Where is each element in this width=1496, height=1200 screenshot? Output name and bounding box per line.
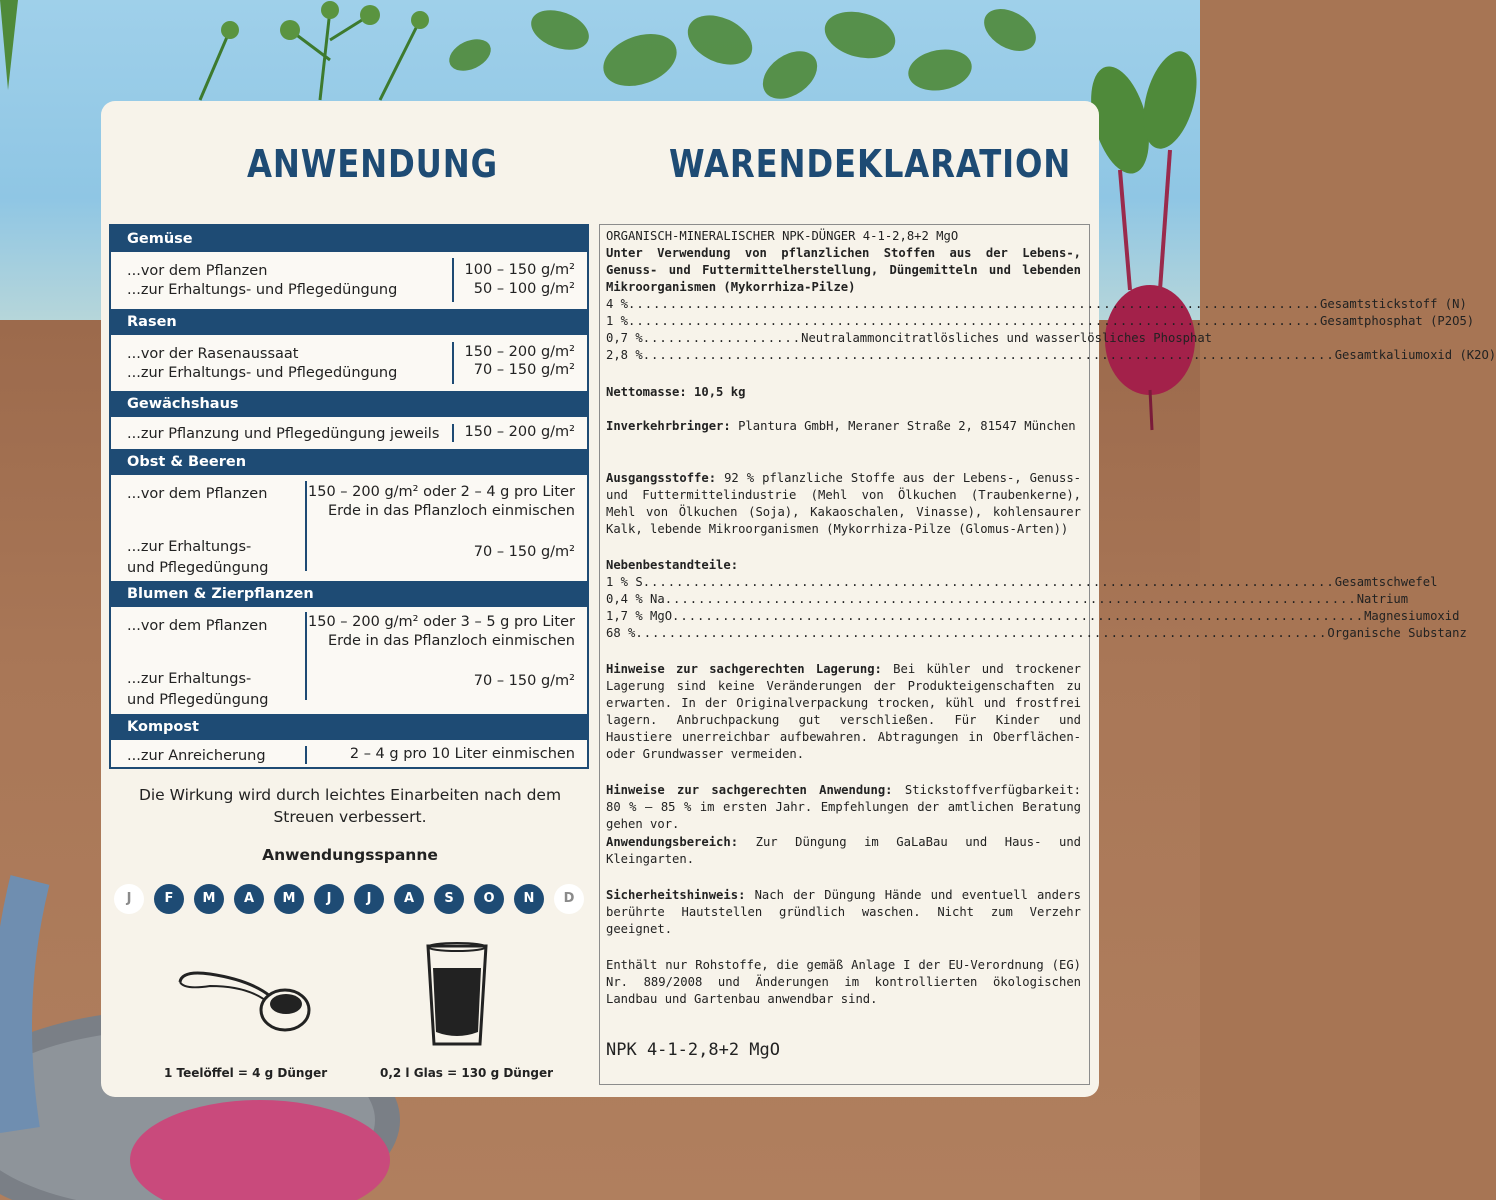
usage-amount: 150 – 200 g/m² oder 2 – 4 g pro Liter	[308, 484, 575, 500]
declaration-intro: Unter Verwendung von pflanzlichen Stoffen aus der Lebens-, Genuss- und Futtermittelherstellung, Düngemitteln und lebenden Mikroorganismen (Mykorrhiza-Pilze)	[606, 246, 1081, 294]
usage-label: ...zur Erhaltungs-	[127, 671, 252, 687]
divider	[452, 258, 454, 302]
glass-caption: 0,2 l Glas = 130 g Dünger	[380, 1066, 554, 1080]
month-apr: A	[234, 884, 264, 914]
usage-label: ...zur Erhaltungs-	[127, 539, 252, 555]
section-kompost: Kompost	[111, 714, 587, 740]
section-obst-beeren: Obst & Beeren	[111, 449, 587, 475]
declaration-title: ORGANISCH-MINERALISCHER NPK-DÜNGER 4-1-2,8+2 MgO	[606, 229, 959, 243]
divider	[305, 481, 307, 571]
usage-label: und Pflegedüngung	[127, 560, 269, 576]
month-sep: S	[434, 884, 464, 914]
nutrient-row: 0,7 % ................... Neutralammoncitratlösliches und wasserlösliches Phosphat	[606, 331, 1213, 345]
nutrient-row: 4 % ................................................................................... Gesamtstickstoff (N)	[606, 297, 1467, 311]
storage-notes: Hinweise zur sachgerechten Lagerung: Bei kühler und trockener Lagerung sind keine Veränderungen der Produkteigenschaften zu erwarten. In der Originalverpackung trocken, kühl und frostfrei lagern. Anbruchpackung gut verschließen. Für Kinder und Haustiere unerreichbar aufbewahren. Abtragungen in Oberflächen- oder Grundwasser vermeiden.	[606, 662, 1081, 761]
month-mar: M	[194, 884, 224, 914]
month-may: M	[274, 884, 304, 914]
safety-notes: Sicherheitshinweis: Nach der Düngung Hände und eventuell anders berührte Hautstellen gründlich waschen. Nicht zum Verzehr geeignet.	[606, 888, 1081, 936]
section-rasen: Rasen	[111, 309, 587, 335]
usage-label: ...vor dem Pflanzen	[127, 618, 268, 634]
warendeklaration-heading: WARENDEKLARATION	[669, 142, 1072, 186]
glass-icon	[424, 940, 490, 1050]
usage-label: ...vor dem Pflanzen	[127, 263, 268, 279]
divider	[305, 746, 307, 764]
usage-label: und Pflegedüngung	[127, 692, 269, 708]
nutrient-row: 1 % ................................................................................... Gesamtphosphat (P2O5)	[606, 314, 1475, 328]
month-dec: D	[554, 884, 584, 914]
usage-amount: Erde in das Pflanzloch einmischen	[327, 633, 575, 649]
usage-amount: 150 – 200 g/m² oder 3 – 5 g pro Liter	[308, 614, 575, 630]
secondary-row: 68 % ................................................................................... Organische Substanz	[606, 626, 1467, 640]
usage-label: ...zur Erhaltungs- und Pflegedüngung	[127, 365, 398, 381]
divider	[305, 612, 307, 700]
teaspoon-icon	[170, 960, 310, 1040]
secondary-title: Nebenbestandteile:	[606, 558, 739, 572]
effect-note: Die Wirkung wird durch leichtes Einarbeiten nach dem Streuen verbessert.	[138, 786, 562, 826]
usage-amount: 100 – 150 g/m²	[464, 262, 575, 278]
usage-amount: 50 – 100 g/m²	[473, 281, 575, 297]
section-gemuese: Gemüse	[111, 226, 587, 252]
divider	[452, 424, 454, 442]
usage-amount: 70 – 150 g/m²	[473, 362, 575, 378]
eu-regulation-note: Enthält nur Rohstoffe, die gemäß Anlage I der EU-Verordnung (EG) Nr. 889/2008 und Änderungen im kontrollierten ökologischen Landbau und Gartenbau anwendbar sind.	[606, 958, 1081, 1006]
anwendung-heading: ANWENDUNG	[247, 142, 498, 186]
distributor: Inverkehrbringer: Plantura GmbH, Meraner Straße 2, 81547 München	[606, 419, 1076, 433]
month-nov: N	[514, 884, 544, 914]
usage-label: ...zur Erhaltungs- und Pflegedüngung	[127, 282, 398, 298]
net-mass: Nettomasse: 10,5 kg	[606, 385, 746, 399]
month-jun: J	[314, 884, 344, 914]
usage-label: ...vor dem Pflanzen	[127, 486, 268, 502]
application-span-title: Anwendungsspanne	[262, 846, 438, 864]
month-aug: A	[394, 884, 424, 914]
application-area: Anwendungsbereich: Zur Düngung im GaLaBau und Haus- und Kleingarten.	[606, 835, 1081, 866]
usage-amount: 70 – 150 g/m²	[473, 544, 575, 560]
usage-amount: 150 – 200 g/m²	[464, 344, 575, 360]
usage-notes: Hinweise zur sachgerechten Anwendung: Stickstoffverfügbarkeit: 80 % – 85 % im ersten Jahr. Empfehlungen der amtlichen Beratung gehen vor.	[606, 783, 1081, 831]
usage-amount: 150 – 200 g/m²	[464, 424, 575, 440]
section-blumen-zierpflanzen: Blumen & Zierpflanzen	[111, 581, 587, 607]
divider	[452, 342, 454, 384]
usage-amount: 2 – 4 g pro 10 Liter einmischen	[349, 746, 575, 762]
month-jan: J	[114, 884, 144, 914]
usage-amount: 70 – 150 g/m²	[473, 673, 575, 689]
source-materials: Ausgangsstoffe: 92 % pflanzliche Stoffe aus der Lebens-, Genuss- und Futtermittelindustrie (Mehl von Ölkuchen (Traubenkerne), Mehl von Ölkuchen (Soja), Kakaoschalen, Vinasse), kohlensaurer Kalk, lebende Mikroorganismen (Mykorrhiza-Pilze (Glomus-Arten))	[606, 471, 1081, 536]
nutrient-row: 2,8 % ................................................................................... Gesamtkaliumoxid (K2O)	[606, 348, 1496, 362]
usage-amount: Erde in das Pflanzloch einmischen	[327, 503, 575, 519]
usage-label: ...vor der Rasenaussaat	[127, 346, 299, 362]
secondary-row: 0,4 % Na ................................................................................... Natrium	[606, 592, 1409, 606]
secondary-row: 1 % S ................................................................................... Gesamtschwefel	[606, 575, 1438, 589]
month-jul: J	[354, 884, 384, 914]
usage-label: ...zur Anreicherung	[127, 748, 266, 764]
spoon-caption: 1 Teelöffel = 4 g Dünger	[164, 1066, 328, 1080]
usage-table	[109, 224, 589, 769]
usage-label: ...zur Pflanzung und Pflegedüngung jeweils	[127, 426, 440, 442]
month-feb: F	[154, 884, 184, 914]
section-gewaechshaus: Gewächshaus	[111, 391, 587, 417]
month-oct: O	[474, 884, 504, 914]
npk-formula: NPK 4-1-2,8+2 MgO	[606, 1040, 780, 1060]
secondary-row: 1,7 % MgO ................................................................................... Magnesiumoxid	[606, 609, 1460, 623]
